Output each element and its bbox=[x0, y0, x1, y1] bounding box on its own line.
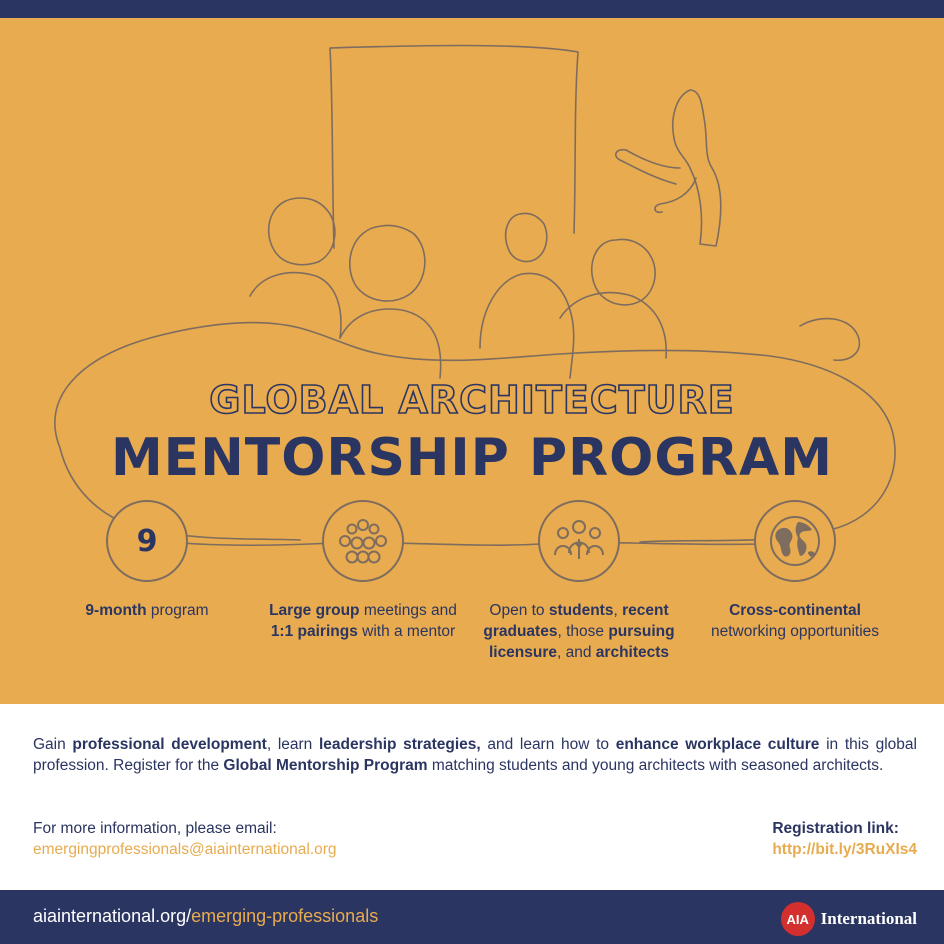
feature-eligibility bbox=[474, 500, 684, 663]
bold-text: Large group bbox=[269, 602, 360, 619]
footer-url-domain: aiainternational.org/ bbox=[33, 906, 192, 926]
contact-label: For more information, please email: bbox=[33, 820, 277, 837]
globe-icon bbox=[754, 500, 836, 582]
bold-text: leadership strategies, bbox=[318, 736, 481, 753]
number-nine-icon bbox=[106, 500, 188, 582]
bold-text: recent graduates bbox=[483, 602, 669, 640]
group-icon bbox=[322, 500, 404, 582]
text: Open to bbox=[489, 602, 549, 619]
logo-badge: AIA bbox=[781, 902, 815, 936]
title-line-1: GLOBAL ARCHITECTURE bbox=[209, 378, 735, 422]
feature-text bbox=[42, 600, 252, 621]
people-network-icon bbox=[538, 500, 620, 582]
registration-block bbox=[772, 818, 917, 860]
text: meetings and bbox=[359, 602, 457, 619]
registration-label: Registration link: bbox=[772, 820, 899, 837]
text: program bbox=[146, 602, 209, 619]
text: matching students and young architects with seasoned architects. bbox=[427, 757, 884, 774]
feature-text bbox=[474, 600, 684, 663]
info-section bbox=[0, 704, 944, 890]
feature-text bbox=[258, 600, 468, 642]
bold-text: enhance workplace culture bbox=[615, 736, 820, 753]
footer-bar bbox=[0, 890, 944, 944]
text: with a mentor bbox=[357, 623, 456, 640]
feature-number: 9 bbox=[136, 523, 158, 559]
contact-email-link[interactable]: emergingprofessionals@aiainternational.org bbox=[33, 841, 337, 858]
aia-international-logo bbox=[781, 902, 917, 936]
logo-text: International bbox=[820, 909, 917, 928]
text: , bbox=[613, 602, 623, 619]
bold-text: architects bbox=[595, 644, 670, 661]
footer-url-link[interactable] bbox=[33, 906, 378, 927]
bold-text: 1:1 pairings bbox=[270, 623, 358, 640]
footer-url-path: emerging-professionals bbox=[191, 906, 379, 926]
text: , learn bbox=[266, 736, 319, 753]
feature-networking bbox=[690, 500, 900, 642]
poster bbox=[0, 18, 944, 704]
feature-duration bbox=[42, 500, 252, 621]
contact-block bbox=[33, 818, 337, 860]
top-bar bbox=[0, 0, 944, 18]
registration-link[interactable]: http://bit.ly/3RuXIs4 bbox=[772, 841, 917, 858]
title-line-2: MENTORSHIP PROGRAM bbox=[110, 428, 834, 488]
text: and learn how to bbox=[480, 736, 616, 753]
text: , those bbox=[557, 623, 609, 640]
bold-text: pursuing licensure bbox=[488, 623, 675, 661]
bold-text: 9-month bbox=[85, 602, 147, 619]
bold-text: professional development bbox=[72, 736, 267, 753]
program-description bbox=[33, 734, 917, 776]
text: Gain bbox=[33, 736, 73, 753]
text: , and bbox=[557, 644, 596, 661]
bold-text: Cross-continental bbox=[729, 602, 861, 619]
feature-text bbox=[690, 600, 900, 642]
text: in this global profession. Register for the bbox=[33, 736, 917, 774]
feature-meetings bbox=[258, 500, 468, 642]
bold-text: students bbox=[548, 602, 614, 619]
bold-text: Global Mentorship Program bbox=[223, 757, 428, 774]
text: networking opportunities bbox=[710, 623, 880, 640]
